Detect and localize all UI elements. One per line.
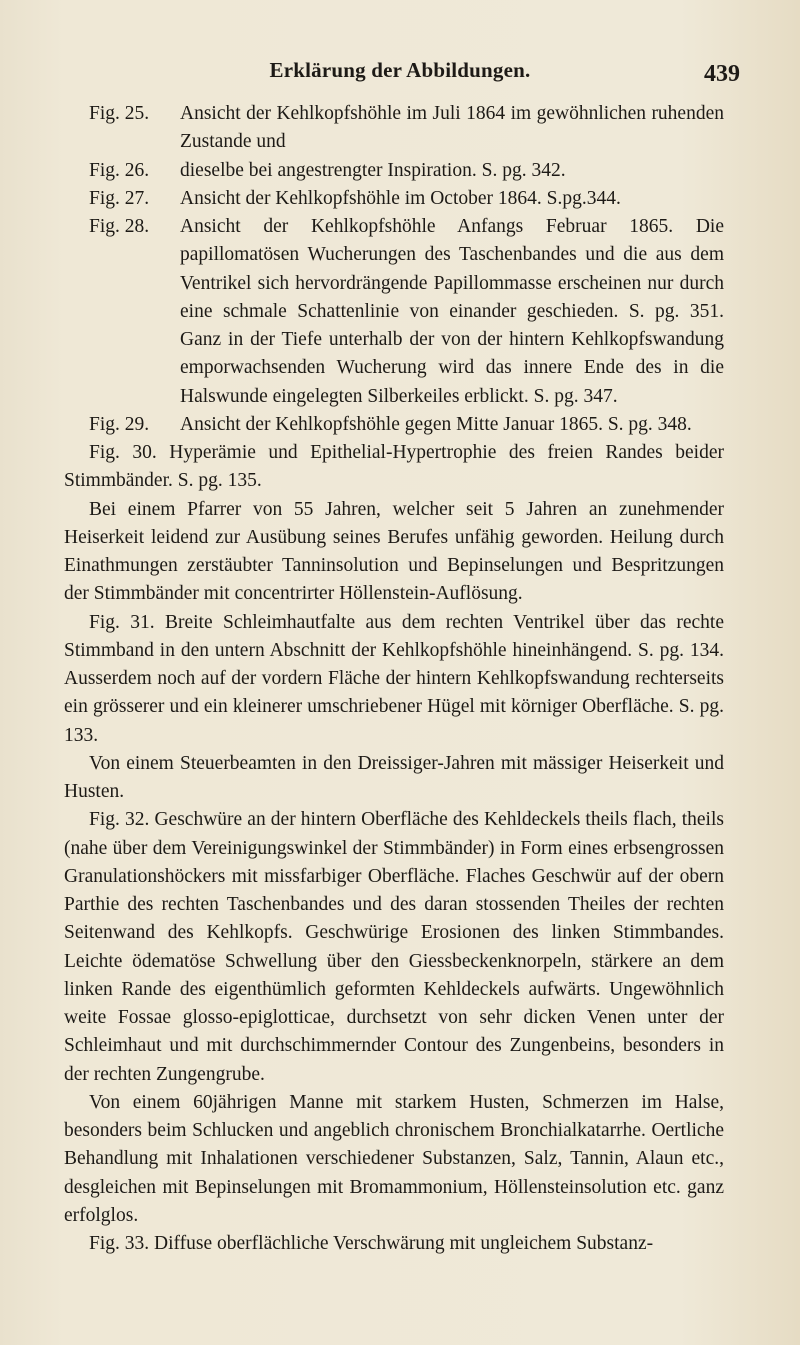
running-head: Erklärung der Abbildungen. bbox=[269, 58, 531, 82]
figure-label: Fig. 29. bbox=[89, 413, 150, 435]
paragraph-case-30: Bei einem Pfarrer von 55 Jahren, welcher seit 5 Jahren an zunehmender Heiserkeit leidend zur Ausübung seines Berufes unfähig geworden. Heilung durch Einathmungen zerstäubter Tanninsolution und Bepinselungen und Bespritzungen der Stimmbänder mit concentrirter Höllenstein-Auflösung. bbox=[64, 498, 724, 605]
figure-caption: Ansicht der Kehlkopfshöhle gegen Mitte Januar 1865. S. pg. 348. bbox=[180, 413, 692, 435]
figure-caption: Ansicht der Kehlkopfshöhle im October 1864. S.pg.344. bbox=[180, 187, 621, 209]
figure-label: Fig. 25. bbox=[89, 103, 150, 124]
figure-label: Fig. 28. bbox=[89, 216, 150, 237]
figure-entry-28 bbox=[64, 213, 724, 411]
paragraph-fig-30: Fig. 30. Hyperämie und Epithelial-Hypertrophie des freien Randes beider Stimmbänder. S. pg. 135. bbox=[64, 442, 724, 492]
page-number: 439 bbox=[704, 61, 740, 87]
paragraph-fig-32: Fig. 32. Geschwüre an der hintern Oberfläche des Kehldeckels theils flach, theils (nahe über dem Vereinigungswinkel der Stimmbänder) in Form eines erbsengrossen Granulationshöckers mit missfarbiger Oberfläche. Flaches Geschwür auf der obern Parthie des rechten Taschenbandes und des daran stossenden Theiles der rechten Seitenwand des Kehlkopfs. Geschwürige Erosionen des linken Stimmbandes. Leichte ödematöse Schwellung über den Giessbeckenknorpeln, stärkere an dem linken Rande des eigenthümlich geformten Kehldeckels aufwärts. Ungewöhnlich weite Fossae glosso-epiglotticae, durchsetzt von sehr dicken Venen unter der Schleimhaut und mit durchschimmernder Contour des Zungenbeins, besonders in der rechten Zungengrube. bbox=[64, 809, 724, 1085]
paragraph-case-31: Von einem Steuerbeamten in den Dreissiger-Jahren mit mässiger Heiserkeit und Husten. bbox=[64, 752, 724, 802]
figure-entry-29 bbox=[64, 411, 724, 439]
paragraph-fig-33: Fig. 33. Diffuse oberflächliche Verschwärung mit ungleichem Substanz- bbox=[89, 1233, 654, 1254]
figure-caption: Ansicht der Kehlkopfshöhle im Juli 1864 im gewöhnlichen ruhenden Zustande und bbox=[180, 103, 724, 153]
paragraph-case-32: Von einem 60jährigen Manne mit starkem Husten, Schmerzen im Halse, besonders beim Schlucken und angeblich chronischem Bronchialkatarrhe. Oertliche Behandlung mit Inhalationen verschiedener Substanzen, Salz, Tannin, Alaun etc., desgleichen mit Bepinselungen mit Bromammonium, Höllensteinsolution etc. ganz erfolglos. bbox=[64, 1091, 724, 1226]
page-header bbox=[0, 58, 800, 92]
figure-entry-26 bbox=[64, 157, 724, 185]
body-text bbox=[64, 100, 724, 1258]
figure-label: Fig. 27. bbox=[89, 187, 150, 209]
figure-entry-25 bbox=[64, 100, 724, 157]
figure-caption: dieselbe bei angestrengter Inspiration. S. pg. 342. bbox=[180, 159, 566, 181]
figure-label: Fig. 26. bbox=[89, 159, 150, 181]
paragraph-fig-31: Fig. 31. Breite Schleimhautfalte aus dem rechten Ventrikel über das rechte Stimmband in den untern Abschnitt der Kehlkopfshöhle hineinhängend. S. pg. 134. Ausserdem noch auf der vordern Fläche der hintern Kehlkopfswandung rechterseits ein grösserer und ein kleinerer umschriebener Hügel mit körniger Oberfläche. S. pg. 133. bbox=[64, 611, 724, 746]
figure-caption: Ansicht der Kehlkopfshöhle Anfangs Februar 1865. Die papillomatösen Wucherungen des Taschenbandes und die aus dem Ventrikel sich hervordrängende Papillommasse erscheinen nur durch eine schmale Schattenlinie von einander geschieden. S. pg. 351. Ganz in der Tiefe unterhalb der von der hintern Kehlkopfswandung emporwachsenden Wucherung wird das innere Ende des in die Halswunde eingelegten Silberkeiles erblickt. S. pg. 347. bbox=[180, 216, 724, 407]
figure-entry-27 bbox=[64, 185, 724, 213]
